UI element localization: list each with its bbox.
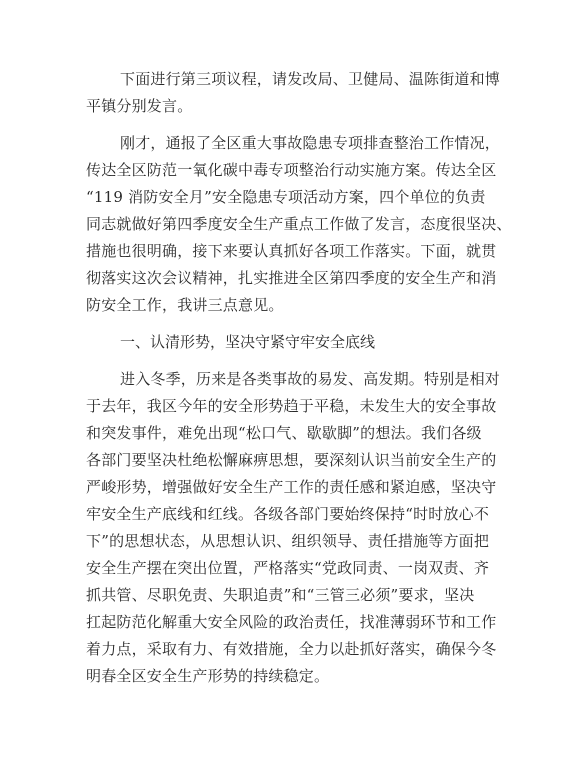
text-line: 于去年，我区今年的安全形势趋于平稳，未发生大的安全事故 (86, 397, 497, 415)
text-line: 各部门要坚决杜绝松懈麻痹思想，要深刻认识当前安全生产的 (86, 451, 497, 469)
text-line: 进入冬季，历来是各类事故的易发、高发期。特别是相对 (120, 370, 501, 388)
text-line: 下面进行第三项议程，请发改局、卫健局、温陈街道和博 (120, 70, 501, 88)
text-line: 措施也很明确，接下来要认真抓好各项工作落实。下面，就贯 (86, 242, 497, 260)
text-line: 安全生产摆在突出位置，严格落实“党政同责、一岗双责、齐 (86, 559, 490, 577)
paragraph-situation (86, 366, 500, 690)
text-line: 扛起防范化解重大安全风险的政治责任，找准薄弱环节和工作 (86, 613, 497, 631)
text-line: 平镇分别发言。 (86, 97, 193, 115)
text-line: 刚才，通报了全区重大事故隐患专项排查整治工作情况， (120, 134, 501, 152)
text-line: 抓共管、尽职免责、失职追责”和“三管三必须”要求，坚决 (86, 586, 475, 604)
text-line: 着力点，采取有力、有效措施，全力以赴抓好落实，确保今冬 (86, 640, 497, 658)
text-line: 明春全区安全生产形势的持续稳定。 (86, 667, 330, 685)
text-line: 同志就做好第四季度安全生产重点工作做了发言，态度很坚决、 (86, 215, 512, 233)
section-heading: 一、认清形势，坚决守紧守牢安全底线 (120, 333, 376, 351)
text-line: 防安全工作，我讲三点意见。 (86, 296, 284, 314)
text-line: 传达全区防范一氧化碳中毒专项整治行动实施方案。传达全区 (86, 161, 497, 179)
text-line: 下”的思想状态，从思想认识、组织领导、责任措施等方面把 (86, 532, 490, 550)
text-line: 和突发事件，难免出现“松口气、歇歇脚”的想法。我们各级 (86, 424, 482, 442)
text-line: 严峻形势，增强做好安全生产工作的责任感和紧迫感，坚决守 (86, 478, 497, 496)
paragraph-agenda (86, 66, 500, 120)
text-line: 牢安全生产底线和红线。各级各部门要始终保持“时时放心不 (86, 505, 490, 523)
paragraph-summary (86, 130, 512, 319)
text-line: 彻落实这次会议精神，扎实推进全区第四季度的安全生产和消 (86, 269, 497, 287)
document-body (86, 66, 512, 690)
text-line: “119 消防安全月”安全隐患专项活动方案，四个单位的负责 (86, 188, 486, 206)
